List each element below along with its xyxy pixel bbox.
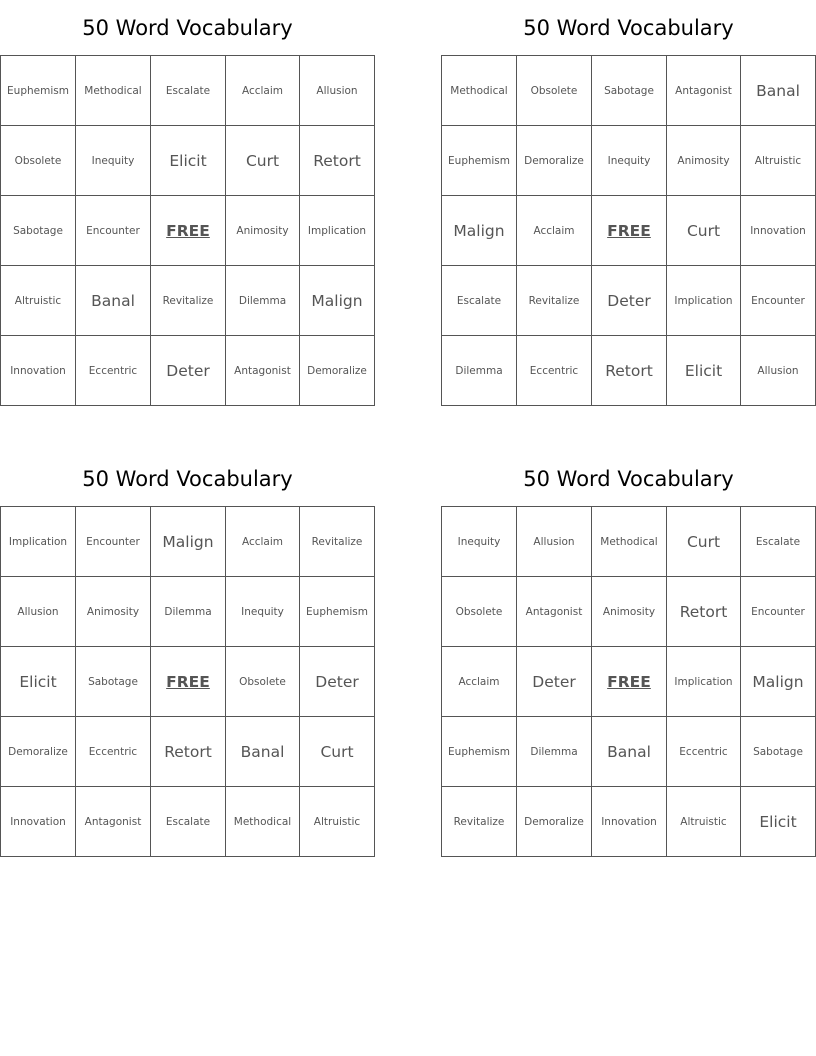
bingo-cell: Dilemma (151, 577, 226, 647)
bingo-cell: Implication (667, 266, 741, 336)
bingo-cell: Demoralize (517, 126, 592, 196)
bingo-cell: Revitalize (151, 266, 226, 336)
bingo-cell: Retort (300, 126, 375, 196)
bingo-cell: Encounter (76, 196, 151, 266)
bingo-cell: Animosity (226, 196, 300, 266)
bingo-cell: Animosity (667, 126, 741, 196)
bingo-cell: Acclaim (226, 56, 300, 126)
bingo-cell: Sabotage (741, 717, 816, 787)
bingo-card-2 (441, 0, 816, 406)
bingo-cell: Banal (76, 266, 151, 336)
bingo-cell: Banal (592, 717, 667, 787)
bingo-cell: Innovation (1, 336, 76, 406)
bingo-cell: Inequity (592, 126, 667, 196)
bingo-cell: Elicit (667, 336, 741, 406)
bingo-cell: Obsolete (442, 577, 517, 647)
bingo-cell: Implication (1, 507, 76, 577)
bingo-cell: Allusion (741, 336, 816, 406)
bingo-cell: Escalate (151, 787, 226, 857)
bingo-cell: Retort (151, 717, 226, 787)
bingo-cell: Antagonist (517, 577, 592, 647)
bingo-cell: Euphemism (1, 56, 76, 126)
bingo-cell: Animosity (592, 577, 667, 647)
bingo-card-3 (0, 451, 375, 857)
free-space-cell: FREE (151, 196, 226, 266)
bingo-cell: Allusion (300, 56, 375, 126)
bingo-cell: Methodical (226, 787, 300, 857)
bingo-cell: Methodical (76, 56, 151, 126)
bingo-cell: Eccentric (76, 336, 151, 406)
bingo-cell: Retort (592, 336, 667, 406)
bingo-cell: Acclaim (517, 196, 592, 266)
bingo-cell: Revitalize (517, 266, 592, 336)
bingo-cell: Deter (300, 647, 375, 717)
bingo-cell: Eccentric (667, 717, 741, 787)
bingo-cell: Antagonist (667, 56, 741, 126)
bingo-cell: Encounter (76, 507, 151, 577)
bingo-card-1 (0, 0, 375, 406)
bingo-cell: Implication (300, 196, 375, 266)
bingo-cell: Malign (151, 507, 226, 577)
bingo-cell: Dilemma (517, 717, 592, 787)
bingo-cell: Banal (741, 56, 816, 126)
bingo-cell: Demoralize (517, 787, 592, 857)
bingo-cell: Innovation (741, 196, 816, 266)
bingo-cell: Altruistic (300, 787, 375, 857)
bingo-cell: Malign (300, 266, 375, 336)
bingo-cell: Revitalize (442, 787, 517, 857)
bingo-cell: Inequity (226, 577, 300, 647)
bingo-cell: Obsolete (517, 56, 592, 126)
bingo-cell: Obsolete (226, 647, 300, 717)
bingo-cell: Escalate (442, 266, 517, 336)
free-space-cell: FREE (151, 647, 226, 717)
bingo-cell: Inequity (442, 507, 517, 577)
bingo-cell: Implication (667, 647, 741, 717)
bingo-cell: Altruistic (1, 266, 76, 336)
bingo-cell: Antagonist (226, 336, 300, 406)
bingo-cell: Methodical (442, 56, 517, 126)
bingo-cell: Elicit (741, 787, 816, 857)
bingo-cell: Obsolete (1, 126, 76, 196)
bingo-cell: Acclaim (442, 647, 517, 717)
free-space-cell: FREE (592, 196, 667, 266)
bingo-cell: Deter (592, 266, 667, 336)
bingo-cell: Elicit (1, 647, 76, 717)
bingo-cell: Acclaim (226, 507, 300, 577)
bingo-cell: Animosity (76, 577, 151, 647)
bingo-cell: Retort (667, 577, 741, 647)
bingo-grid (0, 506, 375, 857)
bingo-card-4 (441, 451, 816, 857)
bingo-cell: Eccentric (76, 717, 151, 787)
bingo-cell: Altruistic (667, 787, 741, 857)
bingo-cell: Revitalize (300, 507, 375, 577)
card-title: 50 Word Vocabulary (523, 16, 734, 40)
free-space-cell: FREE (592, 647, 667, 717)
bingo-grid (0, 55, 375, 406)
bingo-cell: Euphemism (442, 717, 517, 787)
bingo-cell: Malign (442, 196, 517, 266)
bingo-cell: Deter (517, 647, 592, 717)
bingo-cell: Escalate (741, 507, 816, 577)
bingo-cell: Encounter (741, 577, 816, 647)
bingo-cell: Eccentric (517, 336, 592, 406)
bingo-cell: Curt (226, 126, 300, 196)
bingo-cell: Altruistic (741, 126, 816, 196)
card-title: 50 Word Vocabulary (82, 467, 293, 491)
bingo-cell: Antagonist (76, 787, 151, 857)
bingo-cell: Elicit (151, 126, 226, 196)
bingo-cell: Curt (300, 717, 375, 787)
bingo-cell: Malign (741, 647, 816, 717)
bingo-cell: Innovation (592, 787, 667, 857)
card-title: 50 Word Vocabulary (523, 467, 734, 491)
bingo-cell: Sabotage (1, 196, 76, 266)
bingo-cell: Encounter (741, 266, 816, 336)
bingo-grid (441, 55, 816, 406)
bingo-cell: Sabotage (592, 56, 667, 126)
bingo-cell: Allusion (517, 507, 592, 577)
bingo-cell: Methodical (592, 507, 667, 577)
bingo-cell: Euphemism (300, 577, 375, 647)
bingo-grid (441, 506, 816, 857)
bingo-cell: Dilemma (442, 336, 517, 406)
bingo-cell: Escalate (151, 56, 226, 126)
bingo-cell: Dilemma (226, 266, 300, 336)
bingo-cell: Euphemism (442, 126, 517, 196)
bingo-cell: Curt (667, 507, 741, 577)
bingo-cell: Sabotage (76, 647, 151, 717)
bingo-cell: Demoralize (1, 717, 76, 787)
card-title: 50 Word Vocabulary (82, 16, 293, 40)
bingo-cell: Innovation (1, 787, 76, 857)
bingo-cell: Demoralize (300, 336, 375, 406)
bingo-cell: Allusion (1, 577, 76, 647)
bingo-cell: Deter (151, 336, 226, 406)
bingo-cell: Inequity (76, 126, 151, 196)
bingo-cell: Banal (226, 717, 300, 787)
bingo-cell: Curt (667, 196, 741, 266)
